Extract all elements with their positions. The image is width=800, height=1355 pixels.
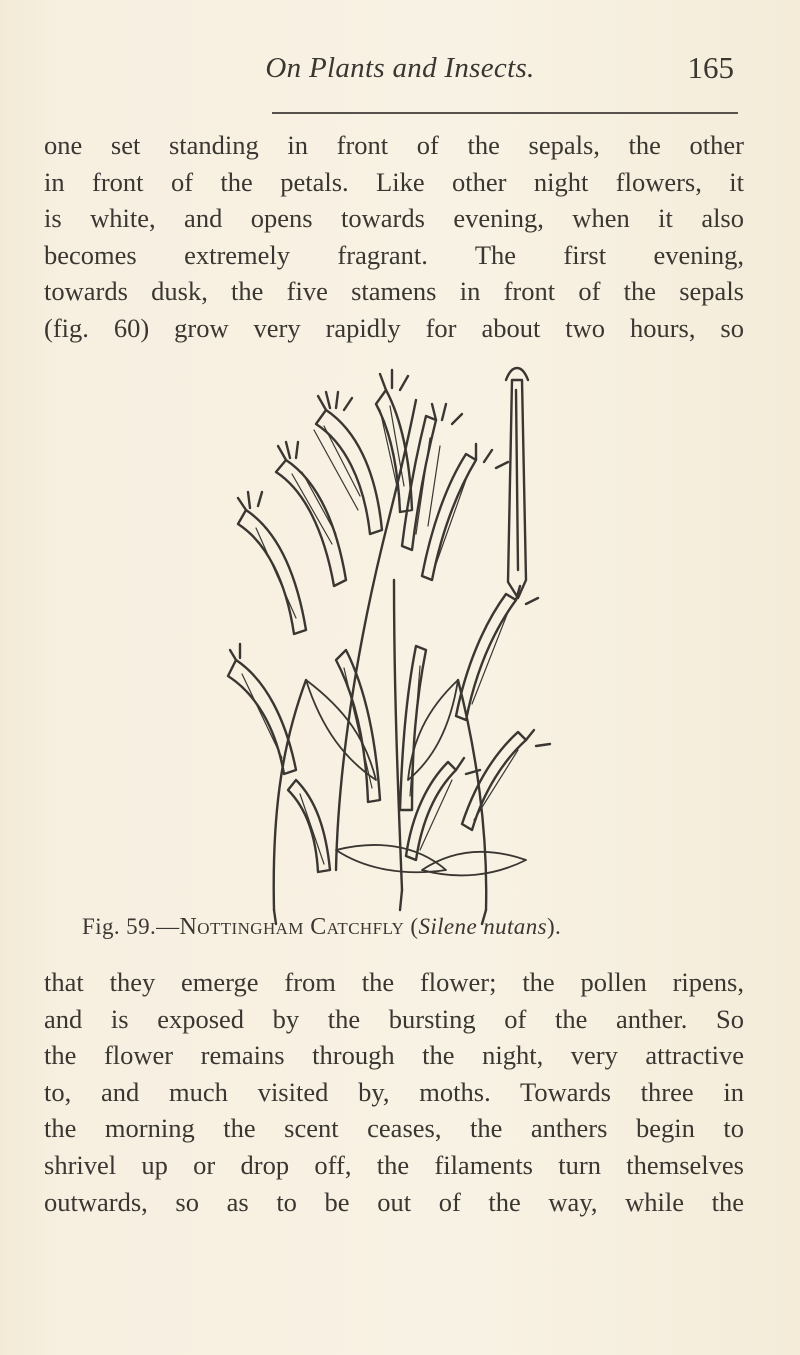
caption-name: Nottingham Catchfly	[179, 914, 405, 940]
text-line: one set standing in front of the sepals, the other	[44, 130, 744, 160]
text-line: to, and much visited by, moths. Towards three in	[44, 1076, 744, 1107]
caption-open: (	[404, 914, 419, 939]
flower-tube	[402, 416, 436, 550]
flower-tube	[238, 510, 306, 634]
text-line: the flower remains through the night, very attractive	[44, 1040, 744, 1071]
running-head	[0, 52, 800, 96]
text-line: (fig. 60) grow very rapidly for about two hours, so	[44, 312, 744, 343]
text-line: towards dusk, the five stamens in front of the sepals	[44, 276, 744, 307]
caption-prefix: Fig. 59.—	[82, 914, 180, 939]
catchfly-illustration	[226, 350, 556, 930]
text-line: that they emerge from the flower; the pollen ripens,	[44, 967, 744, 997]
header-rule	[272, 112, 738, 114]
caption-close: ).	[546, 914, 562, 939]
text-line: shrivel up or drop off, the filaments turn themselves	[44, 1149, 744, 1180]
flower-tube	[456, 594, 516, 720]
stem-center	[394, 580, 402, 890]
text-line: is white, and opens towards evening, when it also	[44, 203, 744, 234]
paragraph-bottom	[44, 964, 744, 1220]
flower-tube	[288, 780, 330, 872]
leaf	[336, 845, 446, 872]
text-line: becomes extremely fragrant. The first evening,	[44, 239, 744, 270]
figure-caption	[82, 914, 762, 941]
paragraph-top	[44, 127, 744, 347]
flower-tube	[276, 460, 346, 586]
text-line: in front of the petals. Like other night flowers, it	[44, 166, 744, 197]
caption-latin: Silene nutans	[418, 914, 547, 939]
page-number: 165	[687, 50, 734, 85]
text-line: outwards, so as to be out of the way, while the	[44, 1186, 744, 1217]
flower-tube	[422, 454, 476, 580]
text-line: and is exposed by the bursting of the anther. So	[44, 1003, 744, 1034]
running-title: On Plants and Insects.	[265, 52, 535, 84]
text-line: the morning the scent ceases, the anthers begin to	[44, 1113, 744, 1144]
